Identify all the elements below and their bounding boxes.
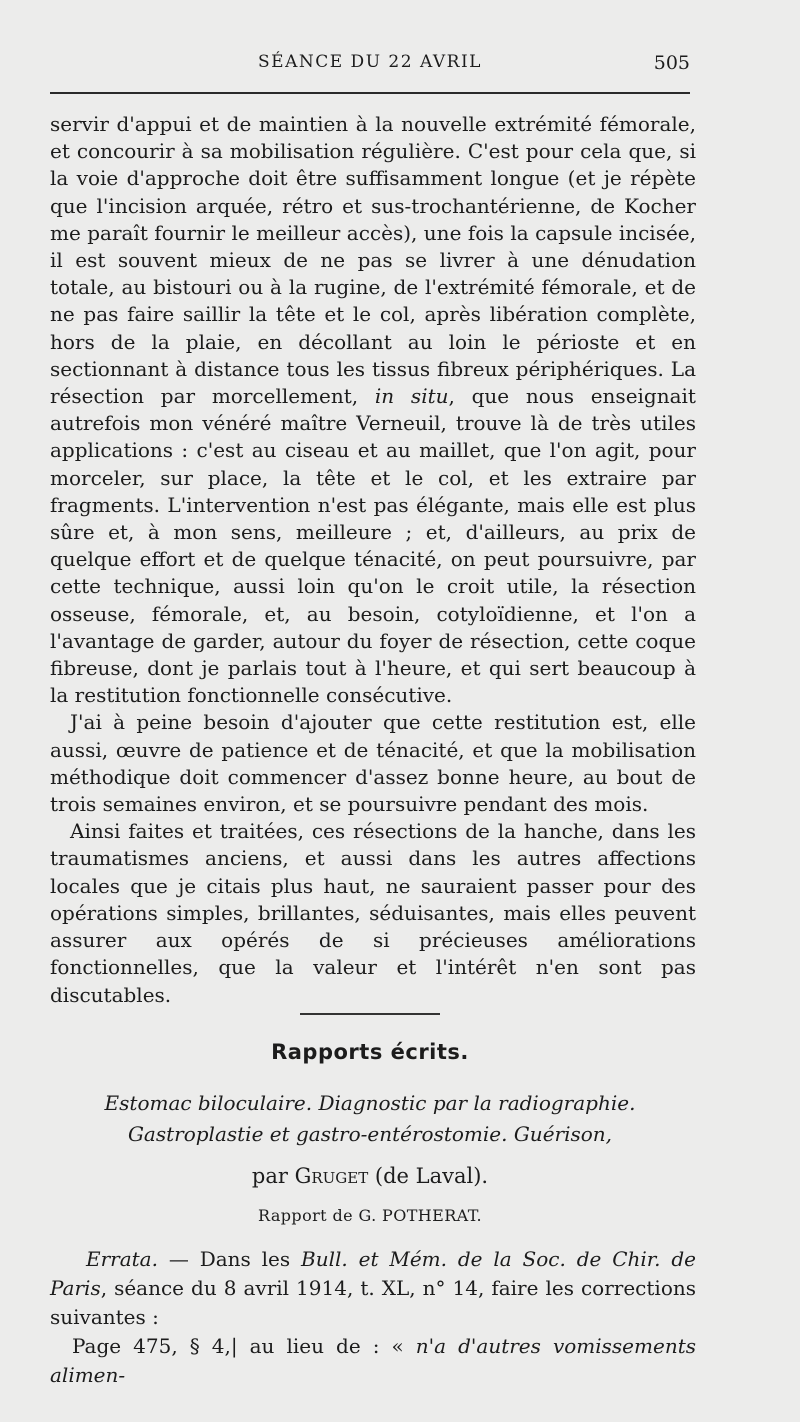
errata-text-3: Page 475, § 4,| au lieu de : « (72, 1334, 416, 1358)
section-separator (300, 1013, 440, 1015)
errata (50, 1245, 696, 1390)
paragraph-1-italic: in situ (374, 384, 449, 409)
page-header (50, 52, 690, 80)
paragraph-1-text-b: , que nous enseignait autrefois mon vénéré maître Verneuil, trouve là de très utiles applications : c'est au ciseau et au maillet, que l'on agit, pour morceler, sur place, la tête et le col, et les extraire par fragments. L'intervention n'est pas élégante, mais elle est plus sûre et, à mon sens, meilleure ; et, d'ailleurs, au prix de quelque effort et de quelque ténacité, on peut poursuivre, par cette technique, aussi loin qu'on le croit utile, la résection osseuse, fémorale, et, au besoin, cotyloïdienne, et l'on a l'avantage de garder, autour du foyer de résection, cette coque fibreuse, dont je parlais tout à l'heure, et qui sert beaucoup à la restitution fonctionnelle consécutive. (50, 384, 696, 708)
paragraph-1-text-a: servir d'appui et de maintien à la nouvelle extrémité fémorale, et concourir à sa mobilisation régulière. C'est pour cela que, si la voie d'approche doit être suffisamment longue (et je répète que l'incision arquée, rétro et sus-trochantérienne, de Kocher me paraît fournir le meilleur accès), une fois la capsule incisée, il est souvent mieux de ne pas se livrer à une dénudation totale, au bistouri ou à la rugine, de l'extrémité fémorale, et de ne pas faire saillir la tête et le col, après libération complète, hors de la plaie, en décollant au loin le périoste et en sectionnant à distance tous les tissus fibreux périphériques. La résection par morcellement, (50, 112, 696, 409)
running-title: SÉANCE DU 22 AVRIL (258, 52, 482, 72)
author-suffix: (de Laval). (374, 1164, 489, 1188)
rapporteur-line: Rapport de G. POTHERAT. (258, 1206, 482, 1225)
report-title-line-2: Gastroplastie et gastro-entérostomie. Guérison, (127, 1122, 613, 1146)
body-text (50, 111, 696, 1009)
errata-label: Errata. (86, 1247, 158, 1271)
author-name: Gruget (294, 1164, 369, 1188)
author-prefix: par (251, 1164, 288, 1188)
paragraph-2: J'ai à peine besoin d'ajouter que cette restitution est, elle aussi, œuvre de patience et de ténacité, et que la mobilisation méthodique doit commencer d'assez bonne heure, au bout de trois semaines environ, et se poursuivre pendant des mois. (50, 710, 696, 817)
errata-paragraph (50, 1245, 696, 1332)
report-title (50, 1088, 690, 1150)
report-title-line-1: Estomac biloculaire. Diagnostic par la radiographie. (104, 1091, 636, 1115)
errata-correction-line (50, 1332, 696, 1390)
page-number: 505 (653, 52, 690, 74)
errata-quote: n'a d'autres vomissements alimen- (50, 1334, 696, 1387)
section-title: Rapports écrits. (271, 1040, 469, 1064)
errata-text-2: , séance du 8 avril 1914, t. XL, n° 14, faire les corrections suivantes : (50, 1276, 696, 1329)
header-rule (50, 92, 690, 94)
errata-journal: Bull. et Mém. de la Soc. de Chir. de Paris (50, 1247, 697, 1300)
author-line (50, 1164, 690, 1188)
errata-text-1: — Dans les (157, 1247, 302, 1271)
paragraph-1 (50, 111, 696, 709)
paragraph-3: Ainsi faites et traitées, ces résections de la hanche, dans les traumatismes anciens, et aussi dans les autres affections locales que je citais plus haut, ne sauraient passer pour des opérations simples, brillantes, séduisantes, mais elles peuvent assurer aux opérés de si précieuses améliorations fonctionnelles, que la valeur et l'intérêt n'en sont pas discutables. (50, 819, 696, 1007)
